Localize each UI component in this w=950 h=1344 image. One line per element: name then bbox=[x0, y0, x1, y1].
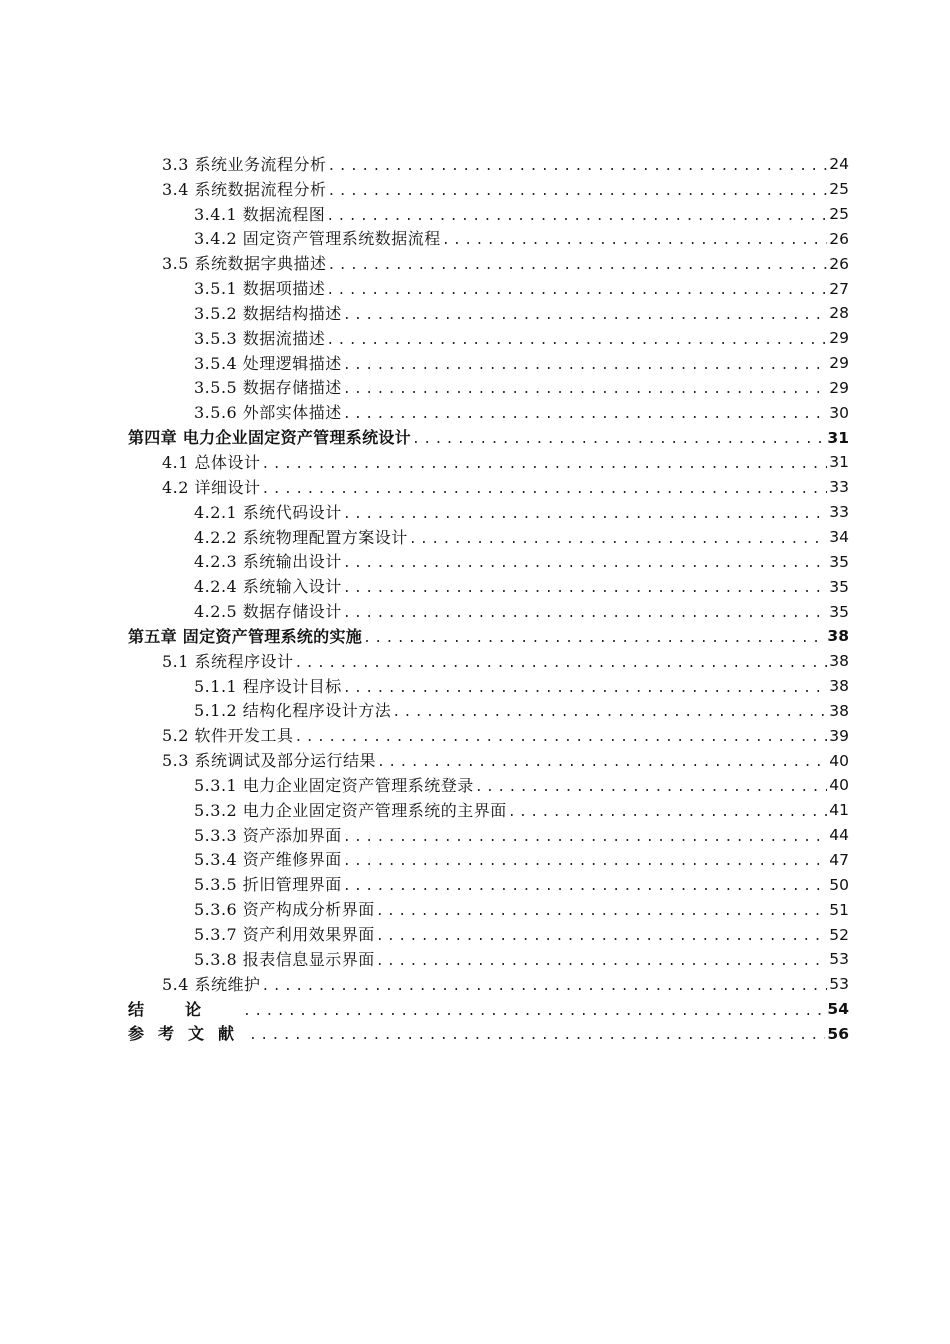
toc-leader-dots bbox=[262, 458, 828, 471]
toc-entry[interactable] bbox=[128, 844, 849, 869]
toc-entry-label: 5.3.1 电力企业固定资产管理系统登录 bbox=[194, 775, 474, 795]
toc-page-number: 33 bbox=[829, 503, 849, 522]
toc-entry-label: 4.2.3 系统输出设计 bbox=[194, 552, 342, 572]
toc-entry-label: 5.3.2 电力企业固定资产管理系统的主界面 bbox=[194, 800, 507, 820]
toc-leader-dots bbox=[392, 706, 827, 719]
toc-entry[interactable] bbox=[128, 695, 849, 720]
toc-entry[interactable] bbox=[128, 446, 849, 471]
toc-entry-label: 5.3.8 报表信息显示界面 bbox=[194, 949, 375, 969]
toc-entry-label: 5.4 系统维护 bbox=[162, 974, 261, 994]
toc-leader-dots bbox=[249, 1029, 825, 1042]
toc-entry-label: 4.1 总体设计 bbox=[162, 452, 261, 472]
toc-page-number: 54 bbox=[827, 1000, 849, 1019]
toc-leader-dots bbox=[295, 657, 828, 670]
toc-entry-label: 4.2 详细设计 bbox=[162, 477, 261, 497]
toc-chapter-label: 参考文献 bbox=[128, 1024, 249, 1044]
toc-entry-label: 5.2 软件开发工具 bbox=[162, 726, 294, 746]
toc-leader-dots bbox=[326, 284, 827, 297]
toc-leader-dots bbox=[376, 905, 827, 918]
toc-references-entry[interactable] bbox=[128, 1018, 849, 1043]
toc-page-number: 35 bbox=[829, 552, 849, 571]
toc-page-number: 38 bbox=[829, 652, 849, 671]
toc-leader-dots bbox=[343, 309, 827, 322]
toc-page-number: 53 bbox=[829, 950, 849, 969]
toc-chapter-label: 第五章 固定资产管理系统的实施 bbox=[128, 626, 363, 646]
toc-leader-dots bbox=[343, 508, 827, 521]
toc-entry[interactable] bbox=[128, 347, 849, 372]
toc-entry-label: 5.1.1 程序设计目标 bbox=[194, 676, 342, 696]
toc-leader-dots bbox=[243, 1005, 825, 1018]
toc-leader-dots bbox=[328, 259, 828, 272]
toc-entry-label: 5.3 系统调试及部分运行结果 bbox=[162, 751, 377, 771]
toc-leader-dots bbox=[412, 433, 825, 446]
toc-entry-label: 3.5.2 数据结构描述 bbox=[194, 303, 342, 323]
toc-entry[interactable] bbox=[128, 943, 849, 968]
toc-entry[interactable] bbox=[128, 769, 849, 794]
toc-page-number: 26 bbox=[829, 229, 849, 248]
toc-page-number: 44 bbox=[829, 826, 849, 845]
toc-entry[interactable] bbox=[128, 645, 849, 670]
toc-leader-dots bbox=[326, 334, 827, 347]
toc-entry-label: 3.4 系统数据流程分析 bbox=[162, 179, 327, 199]
toc-entry-label: 5.3.3 资产添加界面 bbox=[194, 825, 342, 845]
toc-entry[interactable] bbox=[128, 719, 849, 744]
toc-conclusion-entry[interactable] bbox=[128, 993, 849, 1018]
toc-page-number: 39 bbox=[829, 726, 849, 745]
toc-leader-dots bbox=[343, 408, 827, 421]
toc-leader-dots bbox=[475, 781, 827, 794]
toc-leader-dots bbox=[328, 185, 828, 198]
toc-entry-label: 3.3 系统业务流程分析 bbox=[162, 154, 327, 174]
toc-page-number: 50 bbox=[829, 875, 849, 894]
toc-entry-label: 5.1 系统程序设计 bbox=[162, 651, 294, 671]
toc-page-number: 28 bbox=[829, 304, 849, 323]
toc-page-number: 27 bbox=[829, 279, 849, 298]
toc-entry-label: 4.2.5 数据存储设计 bbox=[194, 602, 342, 622]
toc-page-number: 29 bbox=[829, 354, 849, 373]
toc-entry-label: 3.5 系统数据字典描述 bbox=[162, 254, 327, 274]
toc-entry-label: 5.3.6 资产构成分析界面 bbox=[194, 900, 375, 920]
toc-leader-dots bbox=[409, 533, 827, 546]
toc-entry-label: 4.2.4 系统输入设计 bbox=[194, 577, 342, 597]
toc-entry[interactable] bbox=[128, 521, 849, 546]
toc-leader-dots bbox=[326, 210, 827, 223]
toc-entry-label: 4.2.1 系统代码设计 bbox=[194, 502, 342, 522]
toc-page-number: 33 bbox=[829, 478, 849, 497]
toc-leader-dots bbox=[376, 930, 827, 943]
toc-entry-label: 5.1.2 结构化程序设计方法 bbox=[194, 701, 392, 721]
toc-entry-label: 3.5.4 处理逻辑描述 bbox=[194, 353, 342, 373]
table-of-contents bbox=[128, 148, 849, 1042]
toc-leader-dots bbox=[343, 383, 827, 396]
toc-page-number: 41 bbox=[829, 801, 849, 820]
toc-entry-label: 5.3.7 资产利用效果界面 bbox=[194, 925, 375, 944]
toc-page-number: 52 bbox=[829, 925, 849, 944]
toc-leader-dots bbox=[343, 359, 827, 372]
toc-entry[interactable] bbox=[128, 670, 849, 695]
toc-leader-dots bbox=[343, 607, 827, 620]
toc-leader-dots bbox=[377, 756, 827, 769]
toc-leader-dots bbox=[343, 682, 827, 695]
toc-leader-dots bbox=[508, 806, 827, 819]
toc-entry-label: 5.3.5 折旧管理界面 bbox=[194, 875, 342, 895]
toc-leader-dots bbox=[363, 632, 825, 645]
toc-leader-dots bbox=[295, 731, 828, 744]
toc-page-number: 30 bbox=[829, 403, 849, 422]
toc-entry[interactable] bbox=[128, 322, 849, 347]
toc-leader-dots bbox=[343, 831, 827, 844]
toc-entry-label: 4.2.2 系统物理配置方案设计 bbox=[194, 527, 408, 547]
toc-page-number: 25 bbox=[829, 180, 849, 199]
toc-leader-dots bbox=[442, 234, 827, 247]
toc-page-number: 51 bbox=[829, 900, 849, 919]
toc-entry-label: 3.5.3 数据流描述 bbox=[194, 328, 326, 348]
toc-leader-dots bbox=[343, 855, 827, 868]
toc-entry[interactable] bbox=[128, 794, 849, 819]
toc-page-number: 53 bbox=[829, 975, 849, 994]
toc-entry[interactable] bbox=[128, 272, 849, 297]
toc-entry[interactable] bbox=[128, 198, 849, 223]
toc-chapter-label: 第四章 电力企业固定资产管理系统设计 bbox=[128, 428, 411, 448]
toc-page-number: 40 bbox=[829, 776, 849, 795]
toc-page-number: 35 bbox=[829, 577, 849, 596]
toc-leader-dots bbox=[376, 955, 827, 968]
toc-page-number: 31 bbox=[827, 428, 849, 447]
toc-entry-label: 3.4.2 固定资产管理系统数据流程 bbox=[194, 229, 441, 249]
toc-page-number: 26 bbox=[829, 254, 849, 273]
toc-entry[interactable] bbox=[128, 496, 849, 521]
toc-entry[interactable] bbox=[128, 223, 849, 248]
toc-leader-dots bbox=[262, 483, 828, 496]
toc-entry[interactable] bbox=[128, 396, 849, 421]
toc-entry[interactable] bbox=[128, 546, 849, 571]
toc-entry-label: 3.5.5 数据存储描述 bbox=[194, 378, 342, 398]
toc-entry[interactable] bbox=[128, 819, 849, 844]
toc-entry-label: 3.4.1 数据流程图 bbox=[194, 204, 326, 224]
toc-entry-label: 3.5.6 外部实体描述 bbox=[194, 403, 342, 423]
toc-page-number: 29 bbox=[829, 329, 849, 348]
toc-entry[interactable] bbox=[128, 595, 849, 620]
toc-page-number: 25 bbox=[829, 205, 849, 224]
toc-entry[interactable] bbox=[128, 868, 849, 893]
toc-page-number: 29 bbox=[829, 378, 849, 397]
toc-page-number: 35 bbox=[829, 602, 849, 621]
toc-entry[interactable] bbox=[128, 744, 849, 769]
toc-page-number: 34 bbox=[829, 528, 849, 546]
toc-page-number: 38 bbox=[829, 701, 849, 720]
toc-leader-dots bbox=[343, 582, 827, 595]
toc-chapter-entry[interactable] bbox=[128, 421, 849, 446]
toc-entry[interactable] bbox=[128, 372, 849, 397]
toc-leader-dots bbox=[343, 557, 827, 570]
toc-chapter-label: 结论 bbox=[128, 999, 243, 1019]
toc-entry[interactable] bbox=[128, 148, 849, 173]
toc-entry[interactable] bbox=[128, 297, 849, 322]
toc-leader-dots bbox=[343, 880, 827, 893]
toc-page-number: 31 bbox=[829, 453, 849, 472]
toc-entry[interactable] bbox=[128, 570, 849, 595]
toc-entry-label: 3.5.1 数据项描述 bbox=[194, 279, 326, 299]
toc-page-number: 40 bbox=[829, 751, 849, 770]
toc-entry-label: 5.3.4 资产维修界面 bbox=[194, 850, 342, 870]
toc-entry[interactable] bbox=[128, 918, 849, 943]
toc-page-number: 47 bbox=[829, 850, 849, 869]
toc-entry[interactable] bbox=[128, 173, 849, 198]
toc-page-number: 38 bbox=[827, 627, 849, 646]
toc-leader-dots bbox=[262, 980, 828, 993]
toc-chapter-entry[interactable] bbox=[128, 620, 849, 645]
toc-page-number: 38 bbox=[829, 677, 849, 696]
toc-entry[interactable] bbox=[128, 968, 849, 993]
toc-page-number: 24 bbox=[829, 155, 849, 174]
toc-entry[interactable] bbox=[128, 247, 849, 272]
toc-entry[interactable] bbox=[128, 471, 849, 496]
toc-leader-dots bbox=[328, 160, 828, 173]
toc-entry[interactable] bbox=[128, 893, 849, 918]
toc-page-number: 56 bbox=[827, 1024, 849, 1043]
